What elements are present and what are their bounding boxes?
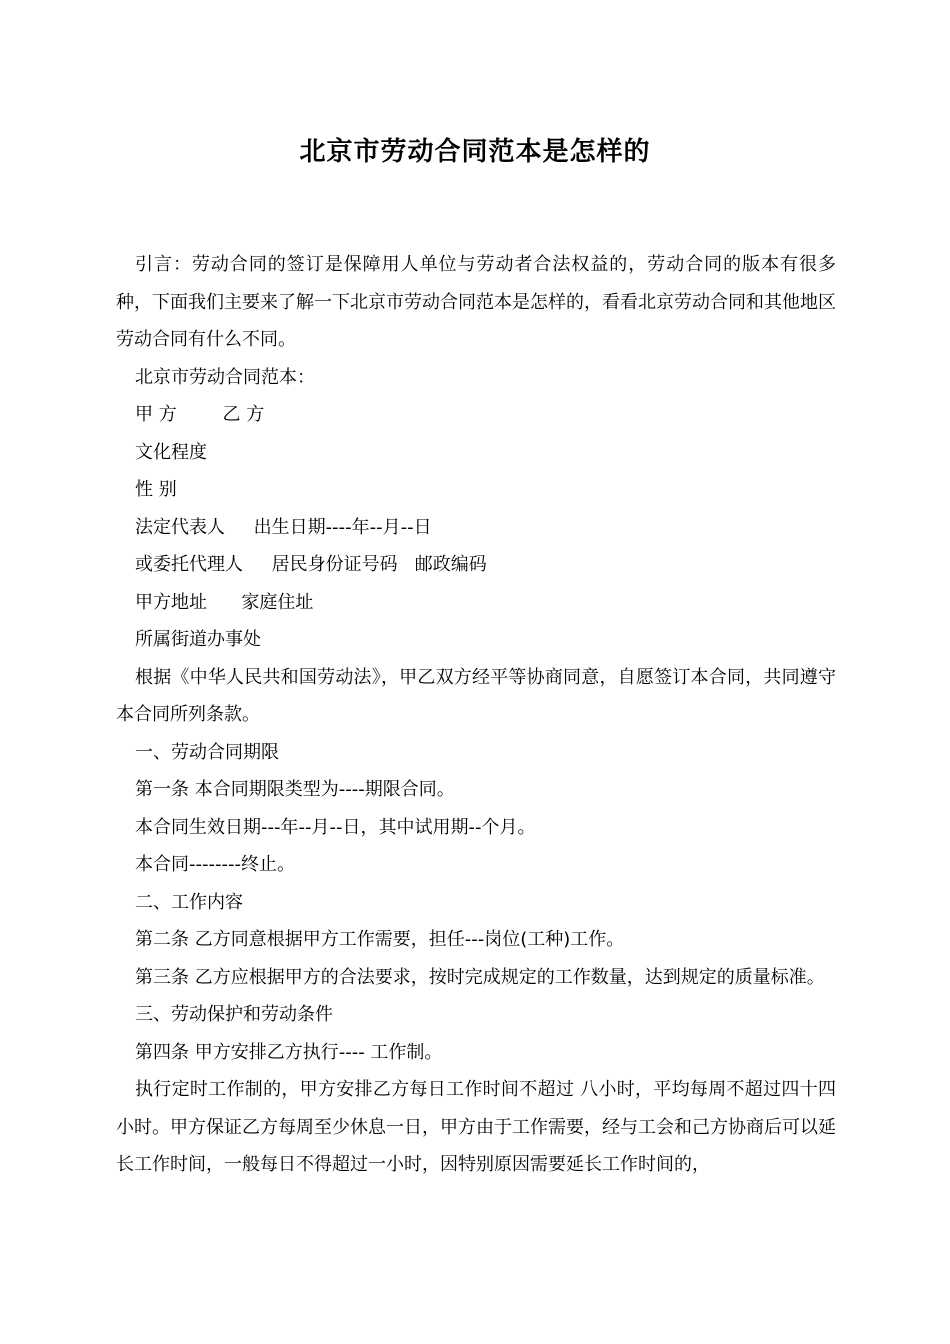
paragraph-working-hours: 执行定时工作制的，甲方安排乙方每日工作时间不超过 八小时，平均每周不超过四十四小时。甲方保证乙方每周至少休息一日，甲方由于工作需要，经与工会和己方协商后可以延长工作时间，一般每日不得超过一小时，因特别原因需要延长工作时间的， [116,1079,836,1175]
paragraph-effective-date: 本合同生效日期---年--月--日，其中试用期--个月。 [135,816,536,838]
article-4: 第四条 甲方安排乙方执行---- 工作制。 [135,1041,443,1063]
paragraph-intro: 引言：劳动合同的签订是保障用人单位与劳动者合法权益的，劳动合同的版本有很多种，下面我们主要来了解一下北京市劳动合同范本是怎样的，看看北京劳动合同和其他地区劳动合同有什么不同。 [116,254,836,350]
field-agent: 或委托代理人 居民身份证号码 邮政编码 [135,554,487,575]
field-gender: 性 别 [135,479,177,500]
article-3: 第三条 乙方应根据甲方的合法要求，按时完成规定的工作数量，达到规定的质量标准。 [135,966,825,988]
section-heading-work-content: 二、工作内容 [135,891,243,913]
field-subdistrict: 所属街道办事处 [135,629,261,650]
article-1: 第一条 本合同期限类型为----期限合同。 [135,779,455,800]
paragraph-termination: 本合同--------终止。 [135,854,295,875]
section-heading-term: 一、劳动合同期限 [135,741,279,763]
field-address: 甲方地址 家庭住址 [135,591,314,613]
paragraph-basis: 根据《中华人民共和国劳动法》，甲乙双方经平等协商同意，自愿签订本合同，共同遵守本合同所列条款。 [116,666,836,725]
article-2: 第二条 乙方同意根据甲方工作需要，担任---岗位(工种)工作。 [135,929,625,950]
field-legal-rep: 法定代表人 出生日期----年--月--日 [135,516,432,538]
document-title: 北京市劳动合同范本是怎样的 [299,137,651,167]
section-heading-protection: 三、劳动保护和劳动条件 [135,1004,333,1025]
field-parties: 甲 方 乙 方 [135,404,265,425]
document-body [116,246,836,1184]
field-education: 文化程度 [135,441,207,463]
paragraph-template-heading: 北京市劳动合同范本： [135,366,315,388]
